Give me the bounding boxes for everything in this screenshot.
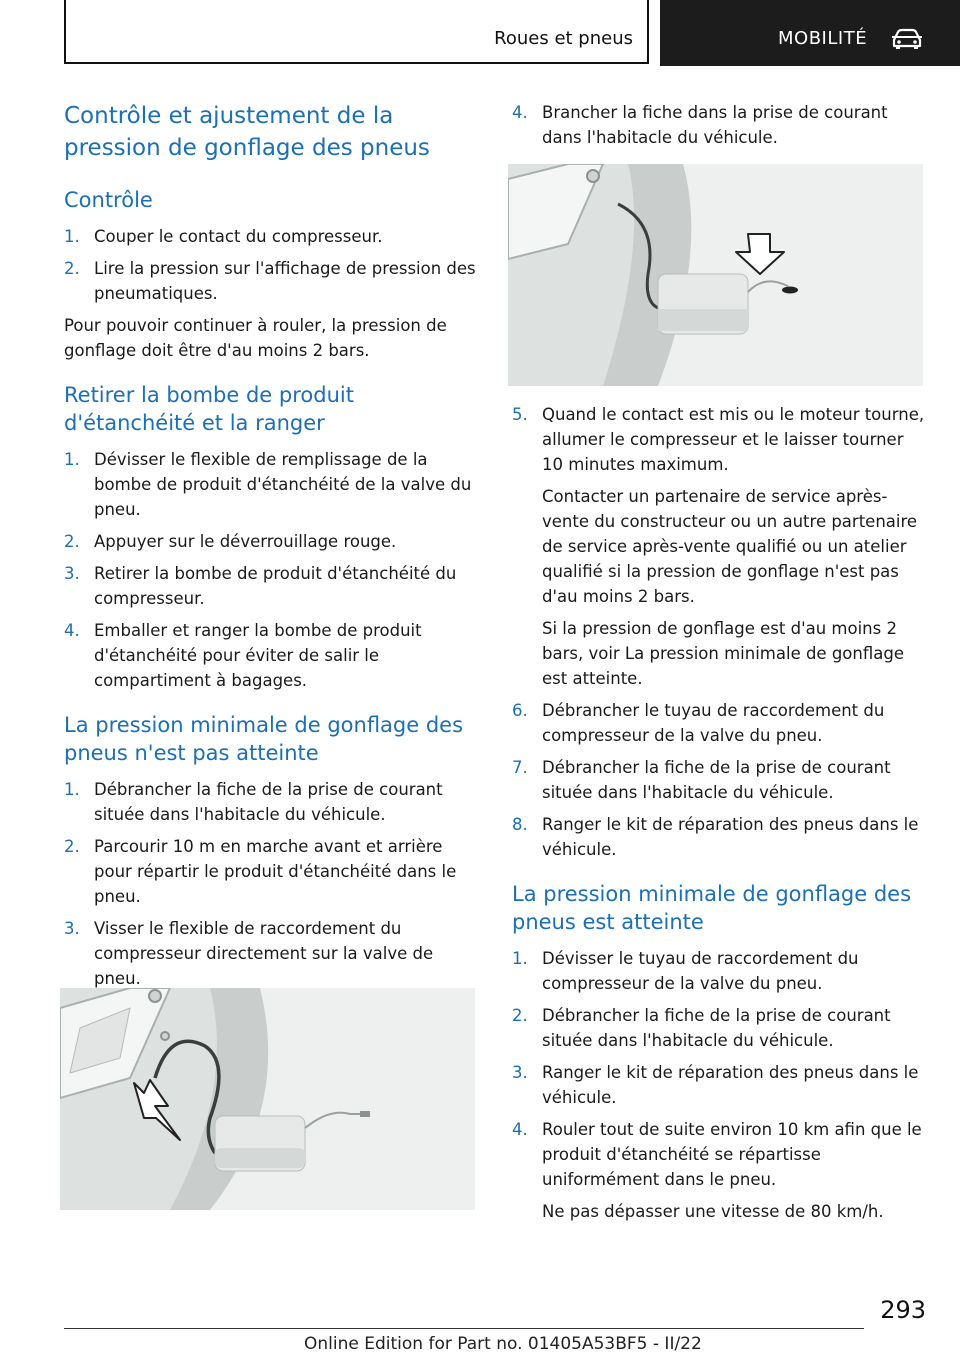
step-note: Contacter un partenaire de service après-vente du constructeur ou un autre partenaire de service après-vente qualifié ou un atelier qualifié si la pression de gonflage n'est pas d'au moins 2 bars. — [542, 487, 918, 606]
list-item: 2. Appuyer sur le déverrouillage rouge. — [64, 532, 397, 551]
section-heading-atteinte: La pression minimale de gonflage des pneus est atteinte — [512, 882, 912, 934]
list-item: 1. Couper le contact du compresseur. — [64, 227, 383, 246]
step-note: Ne pas dépasser une vitesse de 80 km/h. — [542, 1202, 884, 1221]
list-item: 3. Ranger le kit de réparation des pneus dans le véhicule. — [512, 1063, 919, 1107]
list-item: 4. Brancher la fiche dans la prise de courant dans l'habitacle du véhicule. — [512, 103, 888, 147]
left-column — [64, 100, 479, 998]
footer-rule — [64, 1328, 864, 1329]
list-item: 3. Visser le flexible de raccordement du compresseur directement sur la valve de pneu. — [64, 919, 434, 988]
header-chapter-box — [64, 0, 649, 64]
list-item: 4. Rouler tout de suite environ 10 km afin que le produit d'étanchéité se répartisse uniformément dans le pneu. Ne pas dépasser une vitesse de 80 km/h. — [512, 1117, 927, 1224]
page-title: Contrôle et ajustement de la pression de gonflage des pneus — [64, 103, 430, 161]
steps-retirer — [64, 447, 479, 693]
steps-right-b — [512, 402, 927, 862]
list-item: 4. Emballer et ranger la bombe de produit d'étanchéité pour éviter de salir le compartiment à bagages. — [64, 621, 422, 690]
list-item: 2. Lire la pression sur l'affichage de pression des pneumatiques. — [64, 259, 476, 303]
chapter-title: Roues et pneus — [494, 28, 633, 49]
step-note: Si la pression de gonflage est d'au moins 2 bars, voir La pression minimale de gonflage est atteinte. — [542, 619, 904, 688]
steps-right-a — [512, 100, 927, 150]
note-text: Pour pouvoir continuer à rouler, la pression de gonflage doit être d'au moins 2 bars. — [64, 316, 447, 360]
steps-non-atteinte — [64, 777, 479, 991]
header-section-box — [660, 0, 960, 66]
list-item: 8. Ranger le kit de réparation des pneus dans le véhicule. — [512, 815, 919, 859]
footer-edition: Online Edition for Part no. 01405A53BF5 - II/22 — [304, 1334, 702, 1354]
section-heading-non-atteinte: La pression minimale de gonflage des pneus n'est pas atteinte — [64, 713, 464, 765]
illustration-compressor-plug — [508, 164, 923, 386]
steps-controle — [64, 224, 479, 306]
list-item: 2. Débrancher la fiche de la prise de courant située dans l'habitacle du véhicule. — [512, 1006, 891, 1050]
list-item: 2. Parcourir 10 m en marche avant et arrière pour répartir le produit d'étanchéité dans le pneu. — [64, 837, 457, 906]
list-item: 5. Quand le contact est mis ou le moteur tourne, allumer le compresseur et le laisser tourner 10 minutes maximum. Contacter un partenaire de service après-vente du constructeur ou un autre partenaire de service après-vente qualifié ou un atelier qualifié si la pression de gonflage n'est pas d'au moins 2 bars. Si la pression de gonflage est d'au moins 2 bars, voir La pression minimale de gonflage est atteinte. — [512, 402, 927, 691]
section-heading-controle: Contrôle — [64, 188, 153, 212]
list-item: 1. Débrancher la fiche de la prise de courant située dans l'habitacle du véhicule. — [64, 780, 443, 824]
figure-valve-connection — [60, 988, 475, 1210]
list-item: 1. Dévisser le flexible de remplissage de la bombe de produit d'étanchéité de la valve du pneu. — [64, 450, 472, 519]
page-number: 293 — [880, 1296, 926, 1324]
right-column — [512, 100, 927, 1231]
car-icon — [890, 28, 924, 50]
figure-plug-socket — [508, 164, 923, 386]
steps-atteinte — [512, 946, 927, 1224]
list-item: 7. Débrancher la fiche de la prise de courant située dans l'habitacle du véhicule. — [512, 758, 891, 802]
list-item: 6. Débrancher le tuyau de raccordement du compresseur de la valve du pneu. — [512, 701, 885, 745]
section-title: MOBILITÉ — [778, 28, 868, 49]
illustration-tire-compressor — [60, 988, 475, 1210]
section-heading-retirer: Retirer la bombe de produit d'étanchéité et la ranger — [64, 383, 354, 435]
list-item: 1. Dévisser le tuyau de raccordement du compresseur de la valve du pneu. — [512, 949, 859, 993]
list-item: 3. Retirer la bombe de produit d'étanchéité du compresseur. — [64, 564, 457, 608]
